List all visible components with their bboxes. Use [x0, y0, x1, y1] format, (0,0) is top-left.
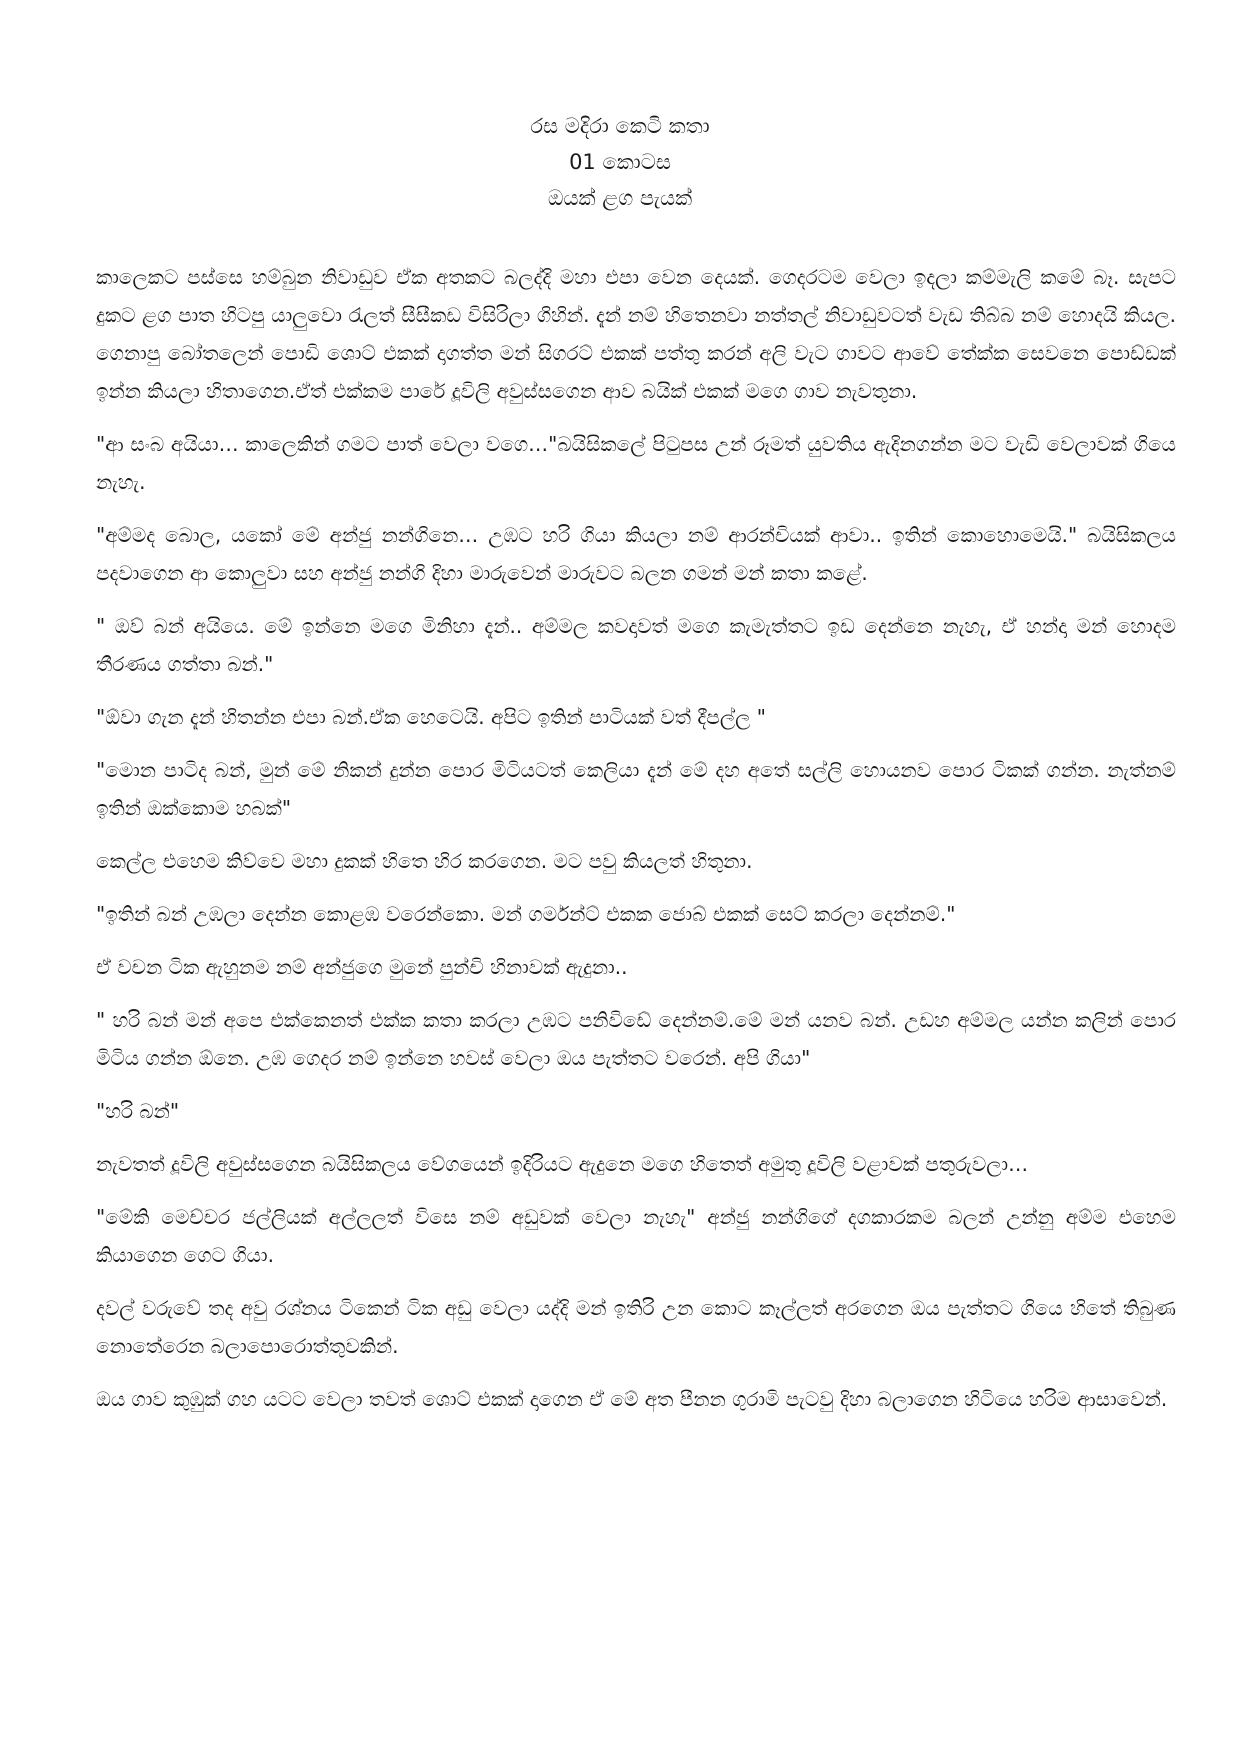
paragraph: " හරි බන් මන් අපෙ එක්කෙනත් එක්ක කතා කරලා උඹට පනිවිඩේ දෙන්නම්.මේ මන් යනව බන්. උඩහ අම්මල යන්න කලින් පොර මිටිය ගන්න ඕනෙ. උඹ ගෙදර නම් ඉන්නෙ හවස් වෙලා ඔය පැත්තට වරෙන්. අපි ගියා"	[96, 1008, 1176, 1070]
paragraph: "මොන පාටිද බන්, මුන් මේ නිකන් දුන්න පොර මිටියටත් කෙලියා දැන් මේ දහ අතේ සල්ලි හොයනව පොර ටිකක් ගන්න. නැත්නම් ඉතින් ඔක්කොම හබක්"	[96, 758, 1176, 820]
paragraph: දවල් වරුවේ තද අවු රශ්නය ටිකෙන් ටික අඩු වෙලා යද්දි මන් ඉතිරි උන කොට කෑල්ලත් අරගෙන ඔය පැත්තට ගියෙ හිතේ තිබුණ නොතේරෙන බලාපොරොත්තුවකින්.	[96, 1296, 1176, 1358]
story-part-label: 01 කොටස	[569, 150, 671, 174]
paragraph: " ඔව් බන් අයියෙ. මේ ඉන්නෙ මගෙ මිනිහා දැන්.. අම්මල කවදාවත් මගෙ කැමැත්තට ඉඩ දෙන්නෙ නැහැ, ඒ හන්දා මන් හොදම තීරණය ගත්තා බන්."	[96, 614, 1176, 676]
paragraph: "මේකි මෙච්චර ජල්ලියක් අල්ලලත් විසෙ නම් අඩුවක් වෙලා නැහැ" අන්ජු නන්ගිගේ දගකාරකම බලන් උන්නු අම්ම එහෙම කියාගෙන ගෙට ගියා.	[96, 1205, 1176, 1267]
paragraph: "අම්මද බොල, යකෝ මේ අන්ජු නන්ගිනෙ… උඹට හරි ගියා කියලා නම් ආරන්චියක් ආවා.. ඉතින් කොහොමෙයි." බයිසිකලය පදවාගෙන ආ කොලුවා සහ අන්ජු නන්ගි දිහා මාරුවෙන් මාරුවට බලන ගමන් මන් කතා කළේ.	[96, 523, 1176, 585]
paragraph: නැවතත් දූවිලි අවුස්සගෙන බයිසිකලය වේගයෙන් ඉදිරියට ඇදුනෙ මගෙ හිතෙත් අමුතු දූවිලි වළාවක් පතුරුවලා…	[96, 1152, 1029, 1176]
paragraph: "ඕවා ගැන දැන් හිතන්න එපා බන්.ඒක හෙටෙයි. අපිට ඉතින් පාටියක් වත් දීපල්ල "	[96, 705, 766, 729]
paragraph: ඒ වචන ටික ඇහුනම නම් අන්ජුගෙ මුනේ පුන්චි හිනාවක් ඇදුනා..	[96, 955, 628, 979]
paragraph: කාලෙකට පස්සෙ හම්බුන නිවාඩුව ඒක අතකට බලද්දි මහා එපා වෙන දෙයක්. ගෙදරටම වෙලා ඉදලා කම්මැලි කමේ බෑ. සැපට දුකට ළග පාත හිටපු යාලුවො රැලත් සීසීකඩ විසිරිලා ගිහින්. දැන් නම් හිතෙනවා නත්තල් නිවාඩුවටත් වැඩ තිබ්බ නම් හොදයි කියල. ගෙනාපු බෝතලෙන් පොඩි ශොට් එකක් දාගත්ත මන් සිගරට් එකක් පත්තු කරන් අලි වැට ගාවට ආවේ තේක්ක සෙවනෙ පොඩ්ඩක් ඉන්න කියලා හිතාගෙන.ඒත් එක්කම පාරේ දූවිලි අවුස්සගෙන ආව බයික් එකක් මගෙ ගාව නැවතුනා.	[96, 265, 1176, 403]
paragraph: "ඉතින් බන් උඹලා දෙන්න කොළඹ වරෙන්කො. මන් ගර්මන්ට් එකක ජොබ් එකක් සෙට් කරලා දෙන්නම්."	[96, 902, 956, 926]
paragraph: "ආ සංබ අයියා… කාලෙකින් ගමට පාත් වෙලා වගෙ…"බයිසිකලේ පිටුපස උන් රූමත් යුවතිය ඇදිනගන්න මට වැඩි වෙලාවක් ගියෙ නැහැ.	[96, 432, 1176, 494]
story-title: ඔයක් ළග පැයක්	[547, 186, 693, 210]
story-series-title: රස මදිරා කෙටි කතා	[530, 114, 710, 138]
story-header	[0, 108, 1240, 216]
story-body	[96, 258, 1176, 1433]
paragraph: "හරි බන්"	[96, 1099, 180, 1123]
paragraph: කෙල්ල එහෙම කිව්වෙ මහා දුකක් හිතෙ හිර කරගෙන. මට පවු කියලත් හිතුනා.	[96, 849, 753, 873]
paragraph: ඔය ගාව කුඹුක් ගහ යටට වෙලා තවත් ශොට් එකක් දාගෙන ඒ මේ අත පීනන ගුරාමි පැටවු දිහා බලාගෙන හිටියෙ හරිම ආසාවෙන්.	[96, 1387, 1168, 1411]
